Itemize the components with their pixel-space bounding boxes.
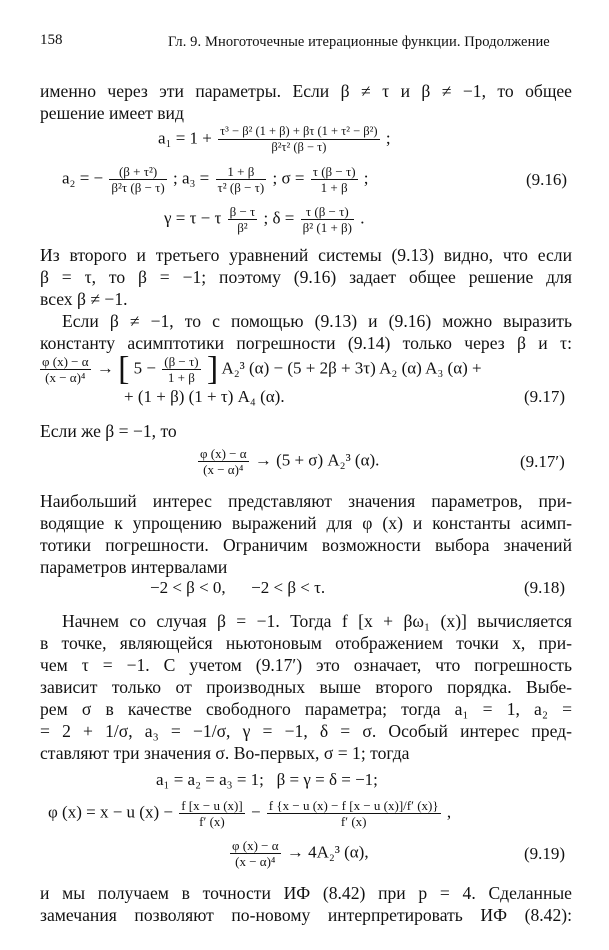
paragraph-line: решение имеет вид — [40, 103, 184, 123]
eq917-rest1: A₂³ (α) − (5 + 2β + 3τ) A₂ (α) A₃ (α) + — [221, 358, 482, 378]
equation-label-9-18: (9.18) — [524, 578, 566, 597]
eq917-five: 5 − — [133, 358, 156, 378]
paragraph-line: в точке, являющейся ньютоновым отображением точки x, при- — [40, 633, 572, 653]
eq917-inner-fraction — [162, 354, 200, 385]
eq-a1-tail: ; — [385, 128, 391, 148]
eq-a2-numerator: (β + τ²) — [118, 164, 158, 179]
equation-label-9-17-prime: (9.17′) — [520, 452, 565, 471]
eq917p-numerator: φ (x) − α — [200, 446, 247, 461]
equation-9-18: −2 < β < 0, −2 < β < τ. — [150, 578, 326, 597]
equation-9-19-phi — [48, 798, 451, 829]
eq-a3-numerator: 1 + β — [227, 164, 255, 179]
eq-delta-denominator: β² (1 + β) — [302, 220, 352, 235]
eq-sigma-fraction — [311, 164, 358, 195]
paragraph-line: и мы получаем в точности ИФ (8.42) при p = 4. Сделанные — [40, 883, 572, 903]
equation-a1 — [158, 124, 391, 155]
eq919-frac1-denominator: f′ (x) — [179, 813, 244, 829]
eq917-open-bracket: [ — [118, 350, 130, 388]
paragraph-line: константу асимптотики погрешности (9.14) только через β и τ: — [40, 333, 572, 353]
paragraph-line: всех β ≠ −1. — [40, 289, 128, 309]
eq919-lim-rhs: → 4A₂³ (α), — [286, 842, 369, 862]
eq-a3-denominator: τ² (β − τ) — [217, 180, 265, 195]
eq-a3-lhs: ; a₃ = — [172, 168, 210, 188]
eq-a2-fraction — [109, 164, 166, 195]
eq-gamma-fraction — [228, 204, 258, 235]
eq917p-fraction — [198, 446, 249, 477]
eq917-close-bracket: ] — [206, 350, 219, 388]
eq-gamma-numerator: β − τ — [229, 204, 256, 219]
eq917-lhs-denominator: (x − α)⁴ — [40, 369, 91, 385]
eq917p-rhs: → (5 + σ) A₂³ (α). — [254, 450, 380, 470]
eq-a1-lhs: a₁ = 1 + — [158, 128, 212, 148]
eq919-frac2 — [267, 798, 441, 829]
eq919-phi-lhs: φ (x) = x − u (x) − — [48, 802, 173, 822]
paragraph-line: Если β ≠ −1, то с помощью (9.13) и (9.16) можно выразить — [62, 311, 572, 331]
paragraph-line: β = τ, то β = −1; поэтому (9.16) задает общее решение для — [40, 267, 572, 287]
paragraph-line: замечания позволяют по-новому интерпретировать ИФ (8.42): — [40, 905, 572, 925]
eq919-minus: − — [250, 802, 261, 822]
equation-a2-a3-sigma — [62, 164, 369, 195]
eq-a1-numerator: τ³ − β² (1 + β) + βτ (1 + τ² − β²) — [220, 124, 378, 138]
eq-end: . — [360, 208, 365, 228]
paragraph-line: Начнем со случая β = −1. Тогда f [x + βω₁ (x)] вычисляется — [62, 611, 572, 631]
paragraph-line: Если же β = −1, то — [40, 421, 177, 441]
paragraph-line: ставляют три значения σ. Во-первых, σ = 1; тогда — [40, 743, 410, 763]
paragraph-line: тотики погрешности. Ограничим возможности выбора значений — [40, 535, 572, 555]
eq-a1-denominator: β²τ² (β − τ) — [218, 139, 379, 155]
paragraph-line: = 2 + 1/σ, a₃ = −1/σ, γ = −1, δ = σ. Особый интерес пред- — [40, 721, 572, 741]
eq-a1-fraction — [218, 124, 379, 155]
eq919-lim-numerator: φ (x) − α — [232, 838, 279, 853]
equation-label-9-16: (9.16) — [526, 170, 568, 189]
eq-a2-lhs: a₂ = − — [62, 168, 104, 188]
eq917p-denominator: (x − α)⁴ — [198, 461, 249, 477]
equation-label-9-17: (9.17) — [524, 387, 566, 406]
paragraph-line: Наибольший интерес представляют значения параметров, при- — [40, 491, 572, 511]
equation-9-17-line1 — [38, 350, 482, 388]
equation-9-19-line1: a₁ = a₂ = a₃ = 1; β = γ = δ = −1; — [156, 770, 378, 789]
equation-gamma-delta — [164, 204, 364, 235]
eq-a3-fraction — [216, 164, 267, 195]
eq-semicolon: ; — [363, 168, 369, 188]
eq917-lhs-fraction — [40, 354, 91, 385]
paragraph-line: чем τ = −1. С учетом (9.17′) это означает, что погрешность — [40, 655, 572, 675]
eq-sigma-numerator: τ (β − τ) — [312, 164, 356, 179]
paragraph-line: зависит только от производных выше второго порядка. Выбе- — [40, 677, 572, 697]
eq919-frac2-denominator: f′ (x) — [267, 813, 441, 829]
eq919-frac1 — [179, 798, 244, 829]
paragraph-line: водящие к упрощению выражений для φ (x) и константы асимп- — [40, 513, 572, 533]
paragraph-line: именно через эти параметры. Если β ≠ τ и β ≠ −1, то общее — [40, 81, 572, 101]
paragraph-line: рем σ в качестве свободного параметра; тогда a₁ = 1, a₂ = — [40, 699, 572, 719]
equation-9-17-prime — [196, 446, 379, 477]
equation-9-17-line2: + (1 + β) (1 + τ) A₄ (α). — [124, 387, 285, 406]
eq919-lim-denominator: (x − α)⁴ — [230, 853, 281, 869]
paragraph-line: Из второго и третьего уравнений системы (9.13) видно, что если — [40, 245, 572, 265]
eq-delta-fraction — [301, 204, 354, 235]
eq-delta-numerator: τ (β − τ) — [305, 204, 349, 219]
eq917-lhs-numerator: φ (x) − α — [42, 354, 89, 369]
eq917-inner-denominator: 1 + β — [162, 369, 200, 385]
eq917-inner-numerator: (β − τ) — [164, 354, 199, 369]
eq919-frac1-numerator: f [x − u (x)] — [181, 798, 243, 813]
eq919-comma: , — [446, 802, 452, 822]
running-head: Гл. 9. Многоточечные итерационные функции. Продолжение — [168, 34, 550, 50]
page-number: 158 — [40, 32, 63, 48]
paragraph-line: параметров интервалами — [40, 557, 228, 577]
eq917-arrow: → — [96, 358, 114, 378]
eq919-frac2-numerator: f {x − u (x) − f [x − u (x)]/f′ (x)} — [268, 798, 439, 813]
equation-9-19-limit — [228, 838, 369, 869]
eq919-lim-fraction — [230, 838, 281, 869]
eq-sigma-denominator: 1 + β — [311, 179, 358, 195]
eq-delta-lhs: ; δ = — [263, 208, 295, 228]
eq-sigma-lhs: ; σ = — [272, 168, 305, 188]
eq-gamma-lhs: γ = τ − τ — [164, 208, 222, 228]
eq-a2-denominator: β²τ (β − τ) — [111, 180, 165, 195]
equation-label-9-19: (9.19) — [524, 844, 566, 863]
eq-gamma-denominator: β² — [228, 219, 258, 235]
